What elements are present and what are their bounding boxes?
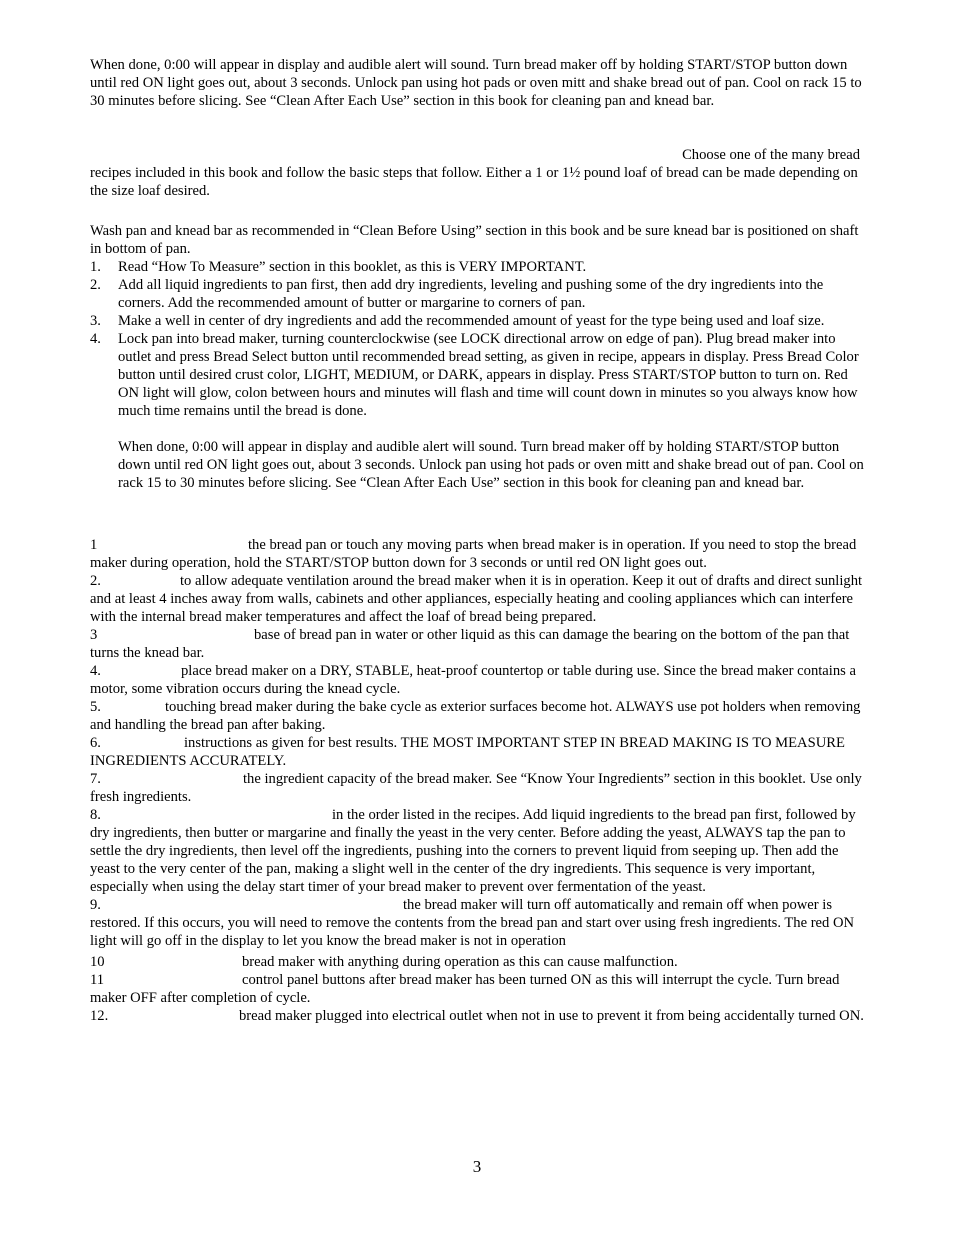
rule-number: 9. xyxy=(90,897,101,913)
step-done-paragraph: When done, 0:00 will appear in display and audible alert will sound. Turn bread maker off by holding START/STOP button down until red ON light goes out, about 3 seconds. Unlock pan using hot pads or oven mitt and shake bread out of pan. Cool on rack 15 to 30 minutes before slicing. See “Clean After Each Use” section in this book for cleaning pan and knead bar. xyxy=(118,439,864,491)
step-number: 1. xyxy=(90,259,101,275)
page-number: 3 xyxy=(472,1157,482,1176)
rule-number: 12. xyxy=(90,1008,109,1024)
rule-text: the bread maker will turn off automatically and remain off when power is restored. If this occurs, you will need to remove the contents from the bread pan and start over using fresh ingredients. The red ON light will go off in the display to let you know the bread maker is not in operation xyxy=(90,897,855,949)
rule-text: the ingredient capacity of the bread maker. See “Know Your Ingredients” section in this booklet. Use only fresh ingredients. xyxy=(90,771,862,805)
rule-number: 6. xyxy=(90,735,101,751)
step-number: 2. xyxy=(90,277,101,293)
step-text: Lock pan into bread maker, turning counterclockwise (see LOCK directional arrow on edge of pan). Plug bread maker into outlet and press Bread Select button until recommended bread setting, as given in recipe, appears in display. Press Bread Color button until desired crust color, LIGHT, MEDIUM, or DARK, appears in display. Press START/STOP button to turn on. Red ON light will glow, colon between hours and minutes will flash and time will count down in minutes so you always know how much time remains until the bread is done. xyxy=(118,331,859,419)
rule-number: 5. xyxy=(90,699,101,715)
step-item xyxy=(90,312,866,330)
safety-rule xyxy=(90,662,866,698)
page-body xyxy=(90,56,866,1025)
safety-rule xyxy=(90,536,866,572)
rule-text: touching bread maker during the bake cycle as exterior surfaces become hot. ALWAYS use pot holders when removing and handling the bread pan after baking. xyxy=(90,699,861,733)
rule-text: the bread pan or touch any moving parts when bread maker is in operation. If you need to stop the bread maker during operation, hold the START/STOP button down for 3 seconds or until red ON light goes out. xyxy=(90,537,857,571)
rule-number: 11 xyxy=(90,972,105,988)
choose-recipe-lead: Choose one of the many bread xyxy=(682,147,860,163)
rule-number: 2. xyxy=(90,573,101,589)
basic-steps-list xyxy=(90,258,866,420)
safety-rule xyxy=(90,572,866,626)
rule-text: instructions as given for best results. THE MOST IMPORTANT STEP IN BREAD MAKING IS TO MEASURE INGREDIENTS ACCURATELY. xyxy=(90,735,845,769)
wash-pan-paragraph: Wash pan and knead bar as recommended in “Clean Before Using” section in this book and be sure knead bar is positioned on shaft in bottom of pan. xyxy=(90,223,859,257)
safety-rule xyxy=(90,698,866,734)
step-item xyxy=(90,276,866,312)
rule-text: bread maker with anything during operation as this can cause malfunction. xyxy=(242,954,678,970)
safety-rules-list xyxy=(90,536,866,1025)
step-text: Read “How To Measure” section in this booklet, as this is VERY IMPORTANT. xyxy=(118,259,587,275)
step-number: 4. xyxy=(90,331,101,347)
step-item xyxy=(90,258,866,276)
rule-text: control panel buttons after bread maker has been turned ON as this will interrupt the cycle. Turn bread maker OFF after completion of cycle. xyxy=(90,972,840,1006)
safety-rule xyxy=(90,971,866,1007)
rule-number: 1 xyxy=(90,537,98,553)
step-text: Make a well in center of dry ingredients and add the recommended amount of yeast for the type being used and loaf size. xyxy=(118,313,825,329)
rule-number: 10 xyxy=(90,954,105,970)
choose-recipe-paragraph: recipes included in this book and follow the basic steps that follow. Either a 1 or 1½ pound loaf of bread can be made depending on the size loaf desired. xyxy=(90,165,858,199)
rule-text: base of bread pan in water or other liquid as this can damage the bearing on the bottom of the pan that turns the knead bar. xyxy=(90,627,850,661)
rule-number: 3 xyxy=(90,627,98,643)
step-item xyxy=(90,330,866,420)
rule-number: 4. xyxy=(90,663,101,679)
rule-text: place bread maker on a DRY, STABLE, heat-proof countertop or table during use. Since the bread maker contains a motor, some vibration occurs during the knead cycle. xyxy=(90,663,856,697)
intro-done-paragraph: When done, 0:00 will appear in display and audible alert will sound. Turn bread maker off by holding START/STOP button down until red ON light goes out, about 3 seconds. Unlock pan using hot pads or oven mitt and shake bread out of pan. Cool on rack 15 to 30 minutes before slicing. See “Clean After Each Use” section in this book for cleaning pan and knead bar. xyxy=(90,57,862,109)
rule-text: bread maker plugged into electrical outlet when not in use to prevent it from being accidentally turned ON. xyxy=(239,1008,864,1024)
rule-number: 7. xyxy=(90,771,101,787)
step-number: 3. xyxy=(90,313,101,329)
safety-rule xyxy=(90,734,866,770)
rule-text: in the order listed in the recipes. Add liquid ingredients to the bread pan first, followed by dry ingredients, then butter or margarine and finally the yeast in the very center. Before adding the yeast, ALWAYS tap the pan to settle the dry ingredients, then level off the ingredients, pushing into the corners to prevent liquid from seeping up. Then add the yeast to the very center of the pan, making a slight well in the center of the dry ingredients. This sequence is very important, especially when using the delay start timer of your bread maker to prevent over fermentation of the yeast. xyxy=(90,807,856,895)
rule-number: 8. xyxy=(90,807,101,823)
safety-rule xyxy=(90,953,866,971)
safety-rule xyxy=(90,896,866,950)
rule-text: to allow adequate ventilation around the bread maker when it is in operation. Keep it out of drafts and direct sunlight and at least 4 inches away from walls, cabinets and other appliances, especially heating and cooling appliances which can interfere with the internal bread maker temperatures and affect the loaf of bread being prepared. xyxy=(90,573,863,625)
safety-rule xyxy=(90,806,866,896)
safety-rule xyxy=(90,1007,866,1025)
safety-rule xyxy=(90,770,866,806)
safety-rule xyxy=(90,626,866,662)
step-text: Add all liquid ingredients to pan first, then add dry ingredients, leveling and pushing some of the dry ingredients into the corners. Add the recommended amount of butter or margarine to corners of pan. xyxy=(118,277,824,311)
